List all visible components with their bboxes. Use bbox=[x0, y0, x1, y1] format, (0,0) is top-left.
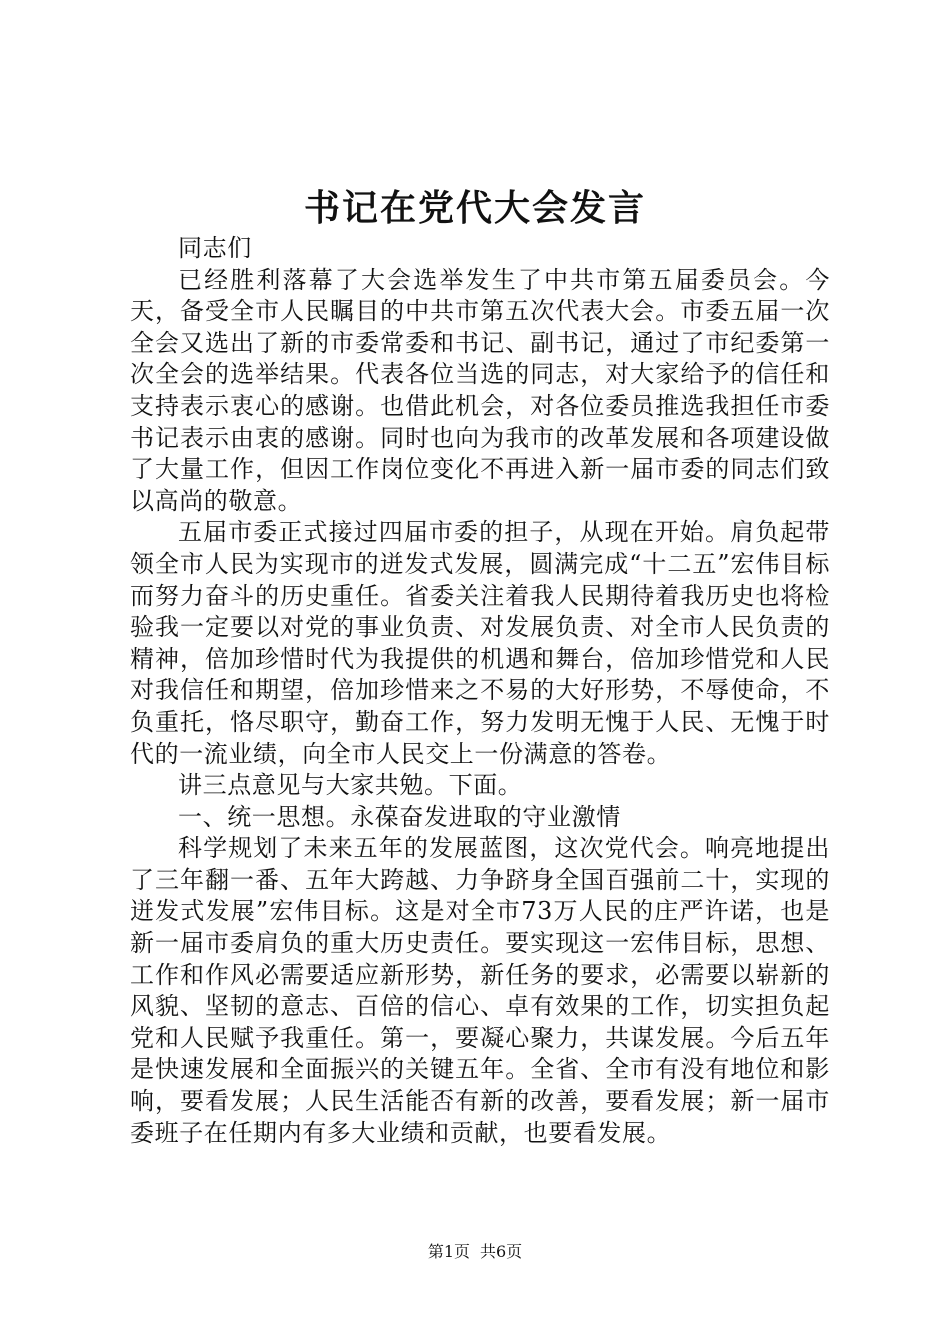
page-total: 共6页 bbox=[480, 1242, 523, 1261]
document-body bbox=[130, 233, 830, 1149]
paragraph: 五届市委正式接过四届市委的担子，从现在开始。肩负起带领全市人民为实现市的迸发式发展，圆满完成“十二五”宏伟目标而努力奋斗的历史重任。省委关注着我人民期待着我历史也将检验我一定要以对党的事业负责、对发展负责、对全市人民负责的精神，倍加珍惜时代为我提供的机遇和舞台，倍加珍惜党和人民对我信任和期望，倍加珍惜来之不易的大好形势，不辱使命，不负重托，恪尽职守，勤奋工作，努力发明无愧于人民、无愧于时代的一流业绩，向全市人民交上一份满意的答卷。 bbox=[130, 518, 830, 768]
section-heading: 一、统一思想。永葆奋发进取的守业激情 bbox=[178, 802, 621, 831]
salutation: 同志们 bbox=[178, 234, 252, 262]
paragraph: 已经胜利落幕了大会选举发生了中共市第五届委员会。今天，备受全市人民瞩目的中共市第五次代表大会。市委五届一次全会又选出了新的市委常委和书记、副书记，通过了市纪委第一次全会的选举结果。代表各位当选的同志，对大家给予的信任和支持表示衷心的感谢。也借此机会，对各位委员推选我担任市委书记表示由衷的感谢。同时也向为我市的改革发展和各项建设做了大量工作，但因工作岗位变化不再进入新一届市委的同志们致以高尚的敬意。 bbox=[130, 265, 830, 515]
document-title: 书记在党代大会发言 bbox=[303, 187, 646, 229]
page-footer bbox=[0, 1240, 950, 1264]
paragraph: 讲三点意见与大家共勉。下面。 bbox=[178, 771, 523, 800]
paragraph: 科学规划了未来五年的发展蓝图，这次党代会。响亮地提出了三年翻一番、五年大跨越、力争跻身全国百强前二十，实现的迸发式发展”宏伟目标。这是对全市73万人民的庄严许诺，也是新一届市委肩负的重大历史责任。要实现这一宏伟目标，思想、工作和作风必需要适应新形势，新任务的要求，必需要以崭新的风貌、坚韧的意志、百倍的信心、卓有效果的工作，切实担负起党和人民赋予我重任。第一，要凝心聚力，共谋发展。今后五年是快速发展和全面振兴的关键五年。全省、全市有没有地位和影响，要看发展；人民生活能否有新的改善，要看发展；新一届市委班子在任期内有多大业绩和贡献，也要看发展。 bbox=[130, 834, 830, 1147]
page-number: 第1页 bbox=[427, 1242, 470, 1261]
